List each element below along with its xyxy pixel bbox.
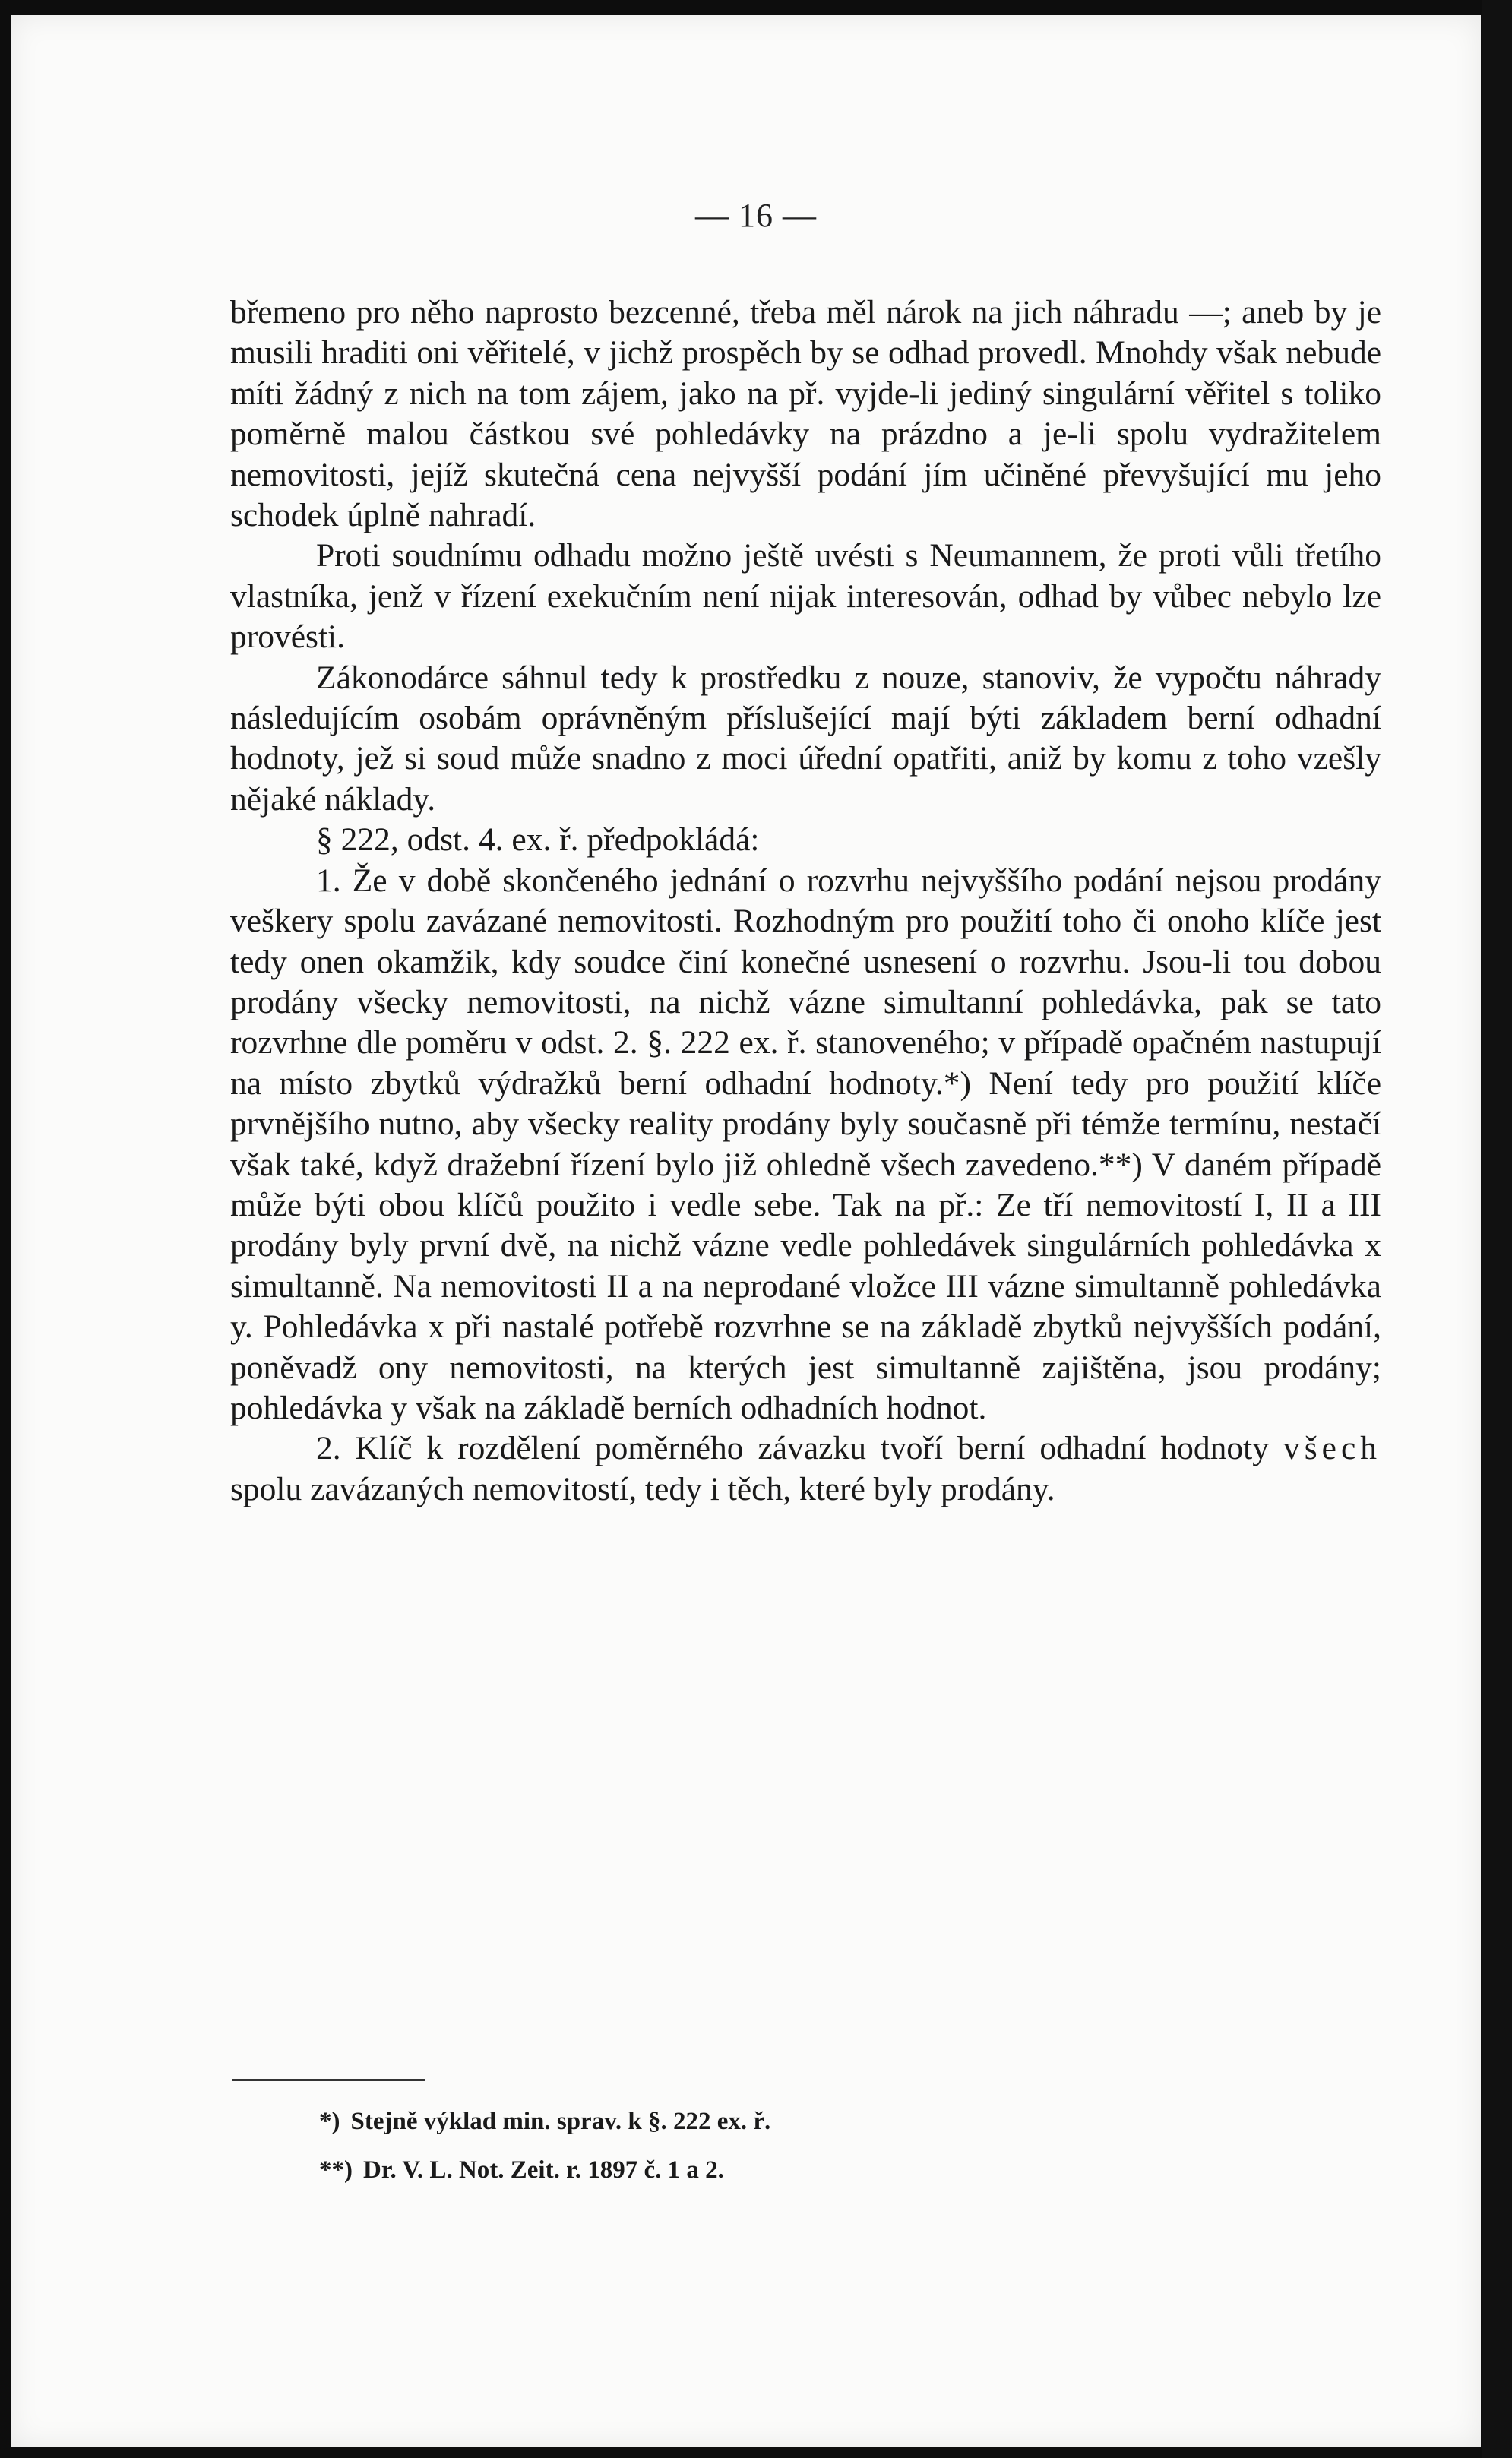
- paragraph-6-end: spolu zavázaných nemovitostí, tedy i těch, které byly prodány.: [230, 1470, 1055, 1507]
- footnotes: [319, 2097, 1307, 2194]
- paragraph-6: [230, 1428, 1381, 1510]
- footnote-text: Dr. V. L. Not. Zeit. r. 1897 č. 1 a 2.: [363, 2156, 724, 2184]
- body-text: [230, 293, 1381, 1510]
- paragraph-2: Proti soudnímu odhadu možno ještě uvésti s Neumannem, že proti vůli třetího vlastníka, jenž v řízení exekučním není nijak interesován, odhad by vůbec nebylo lze provésti.: [230, 537, 1381, 656]
- footnote-mark: *): [319, 2108, 340, 2135]
- page-number: — 16 —: [695, 197, 817, 234]
- scan-border: [1482, 0, 1512, 2458]
- paragraph-5: 1. Že v době skončeného jednání o rozvrhu nejvyššího podání nejsou prodány veškery spolu zavázané nemovitosti. Rozhodným pro použití toho či onoho klíče jest tedy onen okamžik, kdy soudce činí konečné usnesení o rozvrhu. Jsou-li tou dobou prodány všecky nemovitosti, na nichž vázne simultanní pohledávka, pak se tato rozvrhne dle poměru v odst. 2. §. 222 ex. ř. stanoveného; v případě opačném nastupují na místo zbytků výdražků berní odhadní hodnoty.*) Není tedy pro použití klíče prvnějšího nutno, aby všecky reality prodány byly současně při témže termínu, nestačí však také, když dražební řízení bylo již ohledně všech zavedeno.**) V daném případě může býti obou klíčů použito i vedle sebe. Tak na př.: Ze tří nemovitostí I, II a III prodány byly první dvě, na nichž vázne vedle pohledávek singulárních pohledávka x simultanně. Na nemovitosti II a na neprodané vložce III vázne simultanně pohledávka y. Pohledávka x při nastalé potřebě rozvrhne se na základě zbytků nejvyšších podání, poněvadž ony nemovitosti, na kterých jest simultanně zajištěna, jsou prodány; pohledávka y však na základě berních odhadních hodnot.: [230, 862, 1381, 1426]
- spaced-emphasis: všech: [1283, 1430, 1382, 1467]
- paragraph-1: břemeno pro něho naprosto bezcenné, třeba měl nárok na jich náhradu —; aneb by je musili hraditi oni věřitelé, v jichž prospěch by se odhad provedl. Mnohdy však nebude míti žádný z nich na tom zájem, jako na př. vyjde-li jediný singulární věřitel s toliko poměrně malou částkou své pohledávky na prázdno a je-li spolu vydražitelem nemovitosti, jejíž skutečná cena nejvyšší podání jím učiněné převyšující mu jeho schodek úplně nahradí.: [230, 294, 1381, 534]
- footnote-1: [319, 2097, 1307, 2146]
- footnote-text: Stejně výklad min. sprav. k §. 222 ex. ř.: [350, 2108, 771, 2135]
- paragraph-6-start: 2. Klíč k rozdělení poměrného závazku tvoří berní odhadní hodnoty: [316, 1430, 1270, 1467]
- footnote-mark: **): [319, 2156, 353, 2184]
- paragraph-4: § 222, odst. 4. ex. ř. předpokládá:: [316, 821, 760, 859]
- paragraph-3: Zákonodárce sáhnul tedy k prostředku z nouze, stanoviv, že vypočtu náhrady následujícím osobám oprávněným příslušející mají býti základem berní odhadní hodnoty, jež si soud může snadno z moci úřední opatřiti, aniž by komu z toho vzešly nějaké náklady.: [230, 659, 1381, 818]
- footnote-divider: [232, 2079, 425, 2081]
- footnote-2: [319, 2146, 1307, 2194]
